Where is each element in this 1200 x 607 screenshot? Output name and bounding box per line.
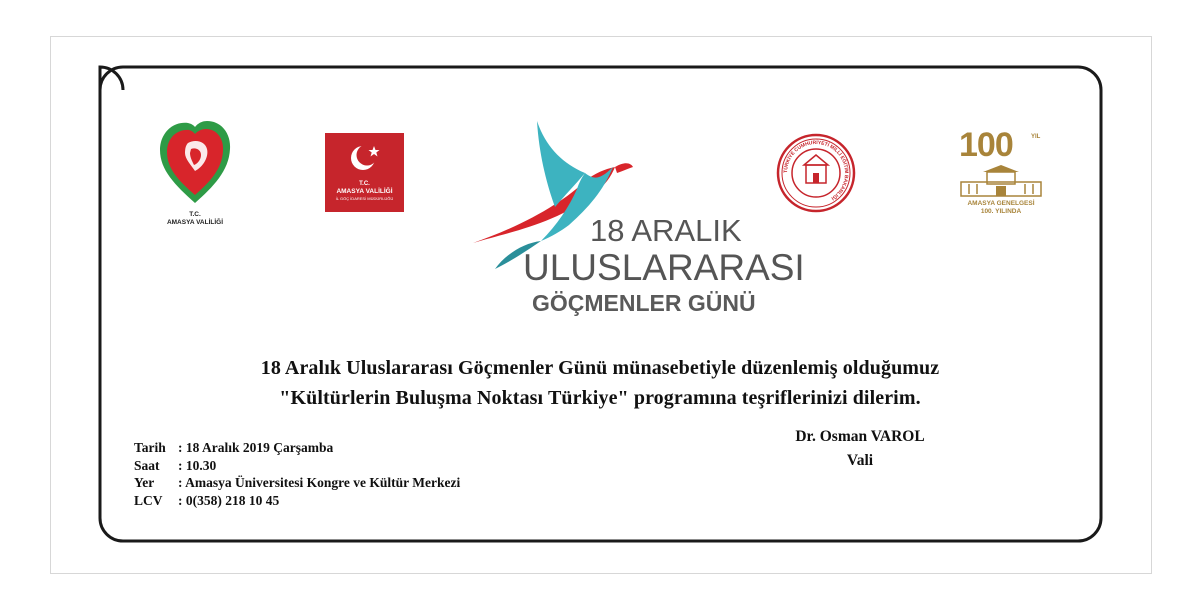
centennial-number: 100 [959, 126, 1013, 164]
event-title-line2: ULUSLARARASI [523, 247, 805, 288]
goc-logo-line3: İL GÖÇ İDARESİ MÜDÜRLÜĞÜ [335, 196, 394, 201]
signature-title: Vali [846, 452, 874, 469]
valilik-logo [155, 115, 235, 230]
goc-idaresi-logo [325, 133, 404, 212]
valilik-logo-line2: AMASYA VALİLİĞİ [166, 219, 224, 226]
detail-label: Saat [134, 457, 160, 473]
invitation-line2: "Kültürlerin Buluşma Noktası Türkiye" programına teşriflerinizi dilerim. [279, 387, 921, 409]
detail-label: Tarih [134, 440, 166, 455]
event-title-line1: 18 ARALIK [590, 213, 742, 248]
valilik-logo-line1: T.C. [189, 211, 201, 218]
detail-row-venue [134, 474, 460, 492]
detail-row-time [134, 457, 460, 475]
centennial-line1: AMASYA GENELGESİ [967, 200, 1035, 207]
building-icon [957, 164, 1045, 198]
detail-value: : 18 Aralık 2019 Çarşamba [178, 440, 334, 455]
heart-emblem-icon [155, 115, 235, 210]
detail-label: Yer [134, 475, 155, 490]
detail-row-rsvp [134, 492, 460, 510]
detail-value: : 0(358) 218 10 45 [178, 492, 280, 508]
meb-seal-ring-text: TÜRKİYE CUMHURİYETİ MİLLİ EĞİTİM BAKANLIĞI [782, 139, 850, 202]
centennial-suffix: YIL [1031, 134, 1041, 140]
goc-logo-line2: AMASYA VALİLİĞİ [336, 188, 393, 195]
signature-name: Dr. Osman VAROL [795, 428, 925, 445]
meb-seal-icon [776, 133, 856, 213]
invitation-line1: 18 Aralık Uluslararası Göçmenler Günü münasebetiyle düzenlemiş olduğumuz [260, 357, 940, 379]
centennial-logo [955, 128, 1047, 223]
event-title-line3: GÖÇMENLER GÜNÜ [532, 290, 756, 316]
crescent-star-icon [347, 138, 383, 174]
centennial-line2: 100. YILINDA [980, 208, 1022, 215]
detail-label: LCV [134, 492, 163, 508]
event-details [134, 439, 460, 509]
detail-row-date [134, 439, 460, 457]
detail-value: : Amasya Üniversitesi Kongre ve Kültür Merkezi [178, 475, 461, 490]
goc-logo-line1: T.C. [359, 181, 370, 187]
detail-value: : 10.30 [178, 457, 217, 473]
